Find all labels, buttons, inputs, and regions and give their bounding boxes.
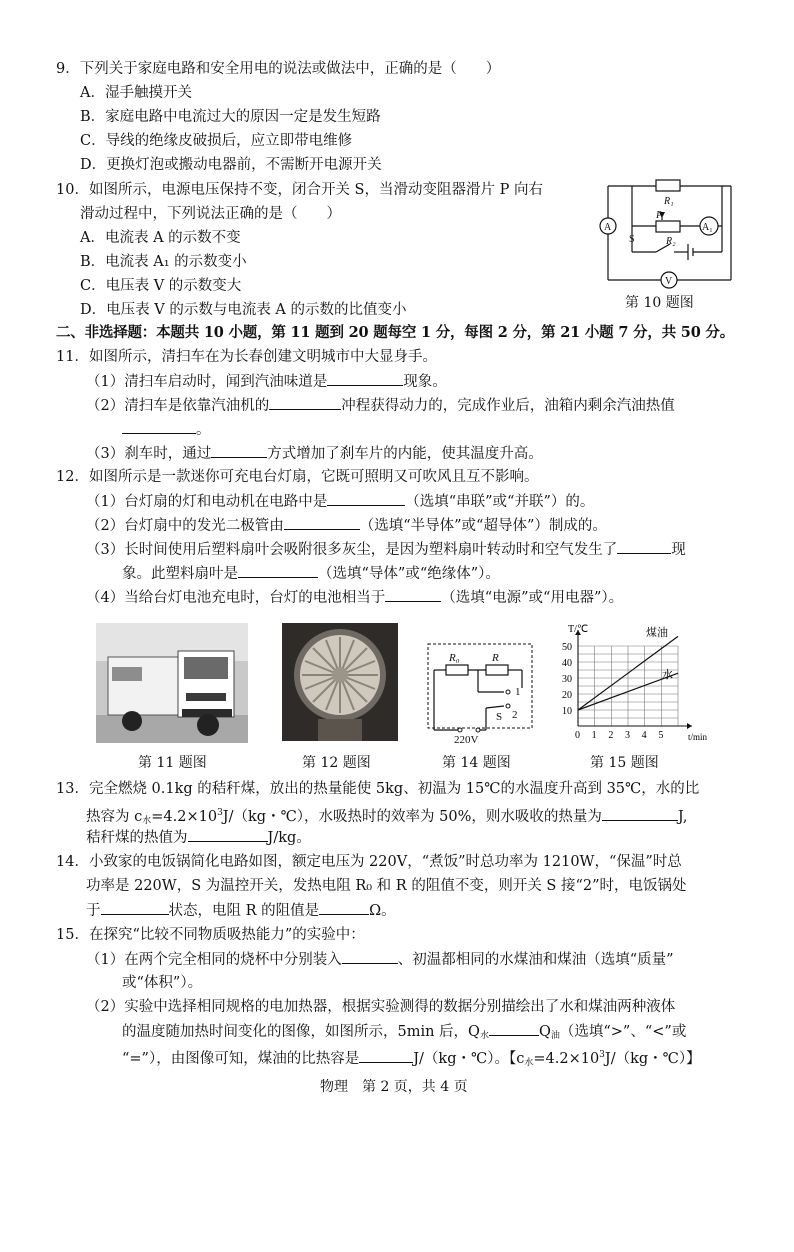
q11-part1-text: （1）清扫车启动时，闻到汽油味道是 — [86, 374, 328, 390]
x-axis-arrow-icon — [687, 723, 692, 729]
q11-part2-line2 — [122, 418, 211, 441]
q12-stem: 12．如图所示是一款迷你可充电台灯扇，它既可照明又可吹风且互不影响。 — [56, 469, 539, 485]
x-tick-label: 1 — [591, 730, 597, 741]
q9-option-b: B．家庭电路中电流过大的原因一定是发生短路 — [80, 109, 381, 125]
label-contact-1: 1 — [515, 686, 521, 698]
q12-blank-3[interactable] — [617, 538, 671, 554]
q12-part1-tail: （选填“串联”或“并联”）的。 — [405, 494, 595, 510]
label-switch-s: S — [496, 711, 503, 723]
q10-option-c: C．电压表 V 的示数变大 — [80, 278, 242, 294]
page-footer: 物理 第 2 页，共 4 页 — [320, 1079, 468, 1095]
q13-l3a: 秸秆煤的热值为 — [86, 830, 188, 846]
q11-part1 — [86, 370, 447, 393]
q13-line1: 13．完全燃烧 0.1kg 的秸秆煤，放出的热量能使 5kg、初温为 15℃的水温度升高到 35℃，水的比 — [56, 781, 700, 797]
q12-blank-2[interactable] — [284, 514, 360, 530]
q13-blank-1[interactable] — [602, 805, 678, 821]
q11-part3 — [86, 442, 543, 465]
q12-part3-line2 — [122, 562, 500, 585]
q11-part2-end: 。 — [196, 422, 211, 438]
q10-stem-line1: 10．如图所示，电源电压保持不变，闭合开关 S，当滑动变阻器滑片 P 向右 — [56, 182, 543, 198]
q12-blank-5[interactable] — [385, 586, 441, 602]
q10-stem-line2: 滑动过程中，下列说法正确的是（ ） — [80, 206, 341, 222]
q9-stem: 9．下列关于家庭电路和安全用电的说法或做法中，正确的是（ ） — [56, 61, 501, 77]
q10-circuit-diagram — [596, 174, 746, 292]
q12-part4 — [86, 586, 623, 609]
q13-l2sub: 水 — [142, 816, 152, 826]
x-tick-label: 2 — [608, 730, 614, 741]
q15-p2c-sub: 水 — [524, 1058, 534, 1068]
q14-line1: 14．小致家的电饭锅简化电路如图，额定电压为 220V，“煮饭”时总功率为 1210W，“保温”时总 — [56, 854, 682, 870]
y-axis-label: T/℃ — [568, 624, 589, 635]
label-s: S — [629, 234, 635, 245]
q11-blank-4[interactable] — [211, 442, 267, 458]
q15-part2-line2 — [122, 1020, 686, 1047]
q13-l2c: J/（kg・℃），水吸热时的效率为 50%，则水吸收的热量为 — [222, 809, 602, 825]
q15-p2c-sup: 3 — [599, 1050, 605, 1060]
q12-part3 — [86, 538, 686, 561]
y-tick-label: 50 — [562, 642, 572, 653]
q13-blank-2[interactable] — [188, 826, 268, 842]
q15-p1a: （1）在两个完全相同的烧杯中分别装入 — [86, 952, 342, 968]
q11-part2 — [86, 394, 675, 417]
q15-p2b-sub: 水 — [479, 1031, 489, 1041]
q12-part2-tail: （选填“半导体”或“超导体”）制成的。 — [359, 518, 607, 534]
q12-part1 — [86, 490, 594, 513]
q15-part1-line2: 或“体积”）。 — [122, 975, 203, 991]
q15-stem: 15．在探究“比较不同物质吸热能力”的实验中： — [56, 927, 365, 943]
q12-part3-tail: 现 — [671, 542, 686, 558]
q13-l2a: 热容为 c — [86, 809, 143, 825]
x-tick-label: 3 — [625, 730, 630, 741]
y-tick-label: 20 — [562, 690, 572, 701]
q12-figure-caption: 第 12 题图 — [302, 755, 371, 771]
label-r1: R₁ — [664, 196, 674, 207]
q12-part4-text: （4）当给台灯电池充电时，台灯的电池相当于 — [86, 590, 386, 606]
q15-part1 — [86, 948, 674, 971]
x-axis-label: t/min — [688, 732, 708, 742]
x-tick-label: 0 — [575, 730, 580, 741]
q11-part2-text: （2）清扫车是依靠汽油机的 — [86, 398, 270, 414]
q15-p2c3: =4.2×10 — [533, 1051, 600, 1067]
series-label-1: 水 — [662, 668, 673, 681]
y-tick-label: 40 — [562, 658, 572, 669]
q14-figure-caption: 第 14 题图 — [442, 755, 511, 771]
label-r: R — [492, 652, 499, 664]
q12-blank-1[interactable] — [327, 490, 405, 506]
q15-p2b2: Q — [538, 1024, 551, 1040]
label-voltage: 220V — [454, 734, 479, 746]
q13-l2b: =4.2×10 — [151, 809, 218, 825]
q11-figure-caption: 第 11 题图 — [138, 755, 207, 771]
q9-option-c: C．导线的绝缘皮破损后，应立即带电维修 — [80, 133, 353, 149]
q13-l3b: J/kg。 — [267, 830, 311, 846]
q12-part1-text: （1）台灯扇的灯和电动机在电路中是 — [86, 494, 328, 510]
q14-circuit-diagram — [424, 640, 536, 744]
q10-option-d: D．电压表 V 的示数与电流表 A 的示数的比值变小 — [80, 302, 407, 318]
q10-option-b: B．电流表 A₁ 的示数变小 — [80, 254, 247, 270]
q9-option-a: A．湿手触摸开关 — [80, 85, 192, 101]
q15-p2c: “=”），由图像可知，煤油的比热容是 — [122, 1051, 360, 1067]
q14-l3c: Ω。 — [369, 903, 396, 919]
q11-part2-tail: 冲程获得动力的，完成作业后，油箱内剩余汽油热值 — [341, 398, 675, 414]
q13-l2sup: 3 — [217, 808, 223, 818]
y-tick-label: 30 — [562, 674, 572, 685]
q15-part2-line3 — [122, 1044, 701, 1074]
q12-part3-text2: 象。此塑料扇叶是 — [122, 566, 238, 582]
label-a1: A₁ — [702, 222, 713, 233]
x-tick-label: 5 — [658, 730, 664, 741]
q15-p2b3: （选填“>”、“<”或 — [559, 1024, 687, 1040]
q14-blank-2[interactable] — [319, 899, 369, 915]
q12-part2 — [86, 514, 607, 537]
label-r2: R₂ — [666, 236, 676, 247]
q13-l2d: J, — [677, 809, 688, 825]
q12-part4-tail: （选填“电源”或“用电器”）。 — [441, 590, 624, 606]
q15-figure-caption: 第 15 题图 — [590, 755, 659, 771]
q12-part3-tail2: （选填“导体”或“绝缘体”）。 — [318, 566, 500, 582]
q10-option-a: A．电流表 A 的示数不变 — [80, 230, 241, 246]
q11-sweeper-photo — [96, 623, 248, 743]
q10-figure-caption: 第 10 题图 — [625, 295, 694, 311]
label-v: V — [665, 276, 673, 287]
q14-blank-1[interactable] — [101, 899, 169, 915]
q15-blank-2[interactable] — [489, 1020, 539, 1036]
q15-p2c2: J/（kg・℃）。【c — [413, 1051, 525, 1067]
q15-blank-3[interactable] — [359, 1047, 413, 1063]
q15-p1b: 、初温都相同的水煤油和煤油（选填“质量” — [397, 952, 674, 968]
q14-l3a: 于 — [86, 903, 101, 919]
label-contact-2: 2 — [512, 709, 518, 721]
q11-part3-text: （3）刹车时，通过 — [86, 446, 212, 462]
q12-part3-text: （3）长时间使用后塑料扇叶会吸附很多灰尘，是因为塑料扇叶转动时和空气发生了 — [86, 542, 618, 558]
section-2-heading: 二、非选择题：本题共 10 小题，第 11 题到 20 题每空 1 分，每图 2 分，第 21 小题 7 分，共 50 分。 — [56, 324, 735, 341]
y-tick-label: 10 — [562, 706, 572, 717]
series-label-0: 煤油 — [646, 626, 668, 639]
q14-line3 — [86, 899, 396, 922]
q13-line3 — [86, 826, 311, 849]
q11-blank-1[interactable] — [327, 370, 403, 386]
q14-line2: 功率是 220W，S 为温控开关，发热电阻 R₀ 和 R 的阻值不变，则开关 S 接“2”时，电饭锅处 — [86, 878, 687, 894]
q15-temperature-chart — [556, 622, 708, 746]
q9-option-d: D．更换灯泡或搬动电器前，不需断开电源开关 — [80, 157, 382, 173]
q12-fan-photo — [282, 623, 398, 741]
q15-p2c4: J/（kg・℃）】 — [604, 1051, 701, 1067]
q12-blank-4[interactable] — [238, 562, 318, 578]
label-p: P — [656, 210, 663, 221]
q15-blank-1[interactable] — [342, 948, 398, 964]
q15-p2b: 的温度随加热时间变化的图像，如图所示，5min 后，Q — [122, 1024, 480, 1040]
label-a: A — [604, 222, 612, 233]
q15-part2: （2）实验中选择相同规格的电加热器，根据实验测得的数据分别描绘出了水和煤油两种液体 — [86, 999, 676, 1015]
q14-l3b: 状态，电阻 R 的阻值是 — [168, 903, 320, 919]
x-tick-label: 4 — [641, 730, 647, 741]
q11-blank-3[interactable] — [122, 418, 196, 434]
q15-p2b2-sub: 油 — [550, 1031, 560, 1041]
q11-part3-tail: 方式增加了刹车片的内能，使其温度升高。 — [267, 446, 543, 462]
q11-part1-tail: 现象。 — [403, 374, 447, 390]
label-r0: R₀ — [449, 652, 460, 664]
q11-stem: 11．如图所示，清扫车在为长春创建文明城市中大显身手。 — [56, 349, 437, 365]
q11-blank-2[interactable] — [269, 394, 341, 410]
q12-part2-text: （2）台灯扇中的发光二极管由 — [86, 518, 284, 534]
